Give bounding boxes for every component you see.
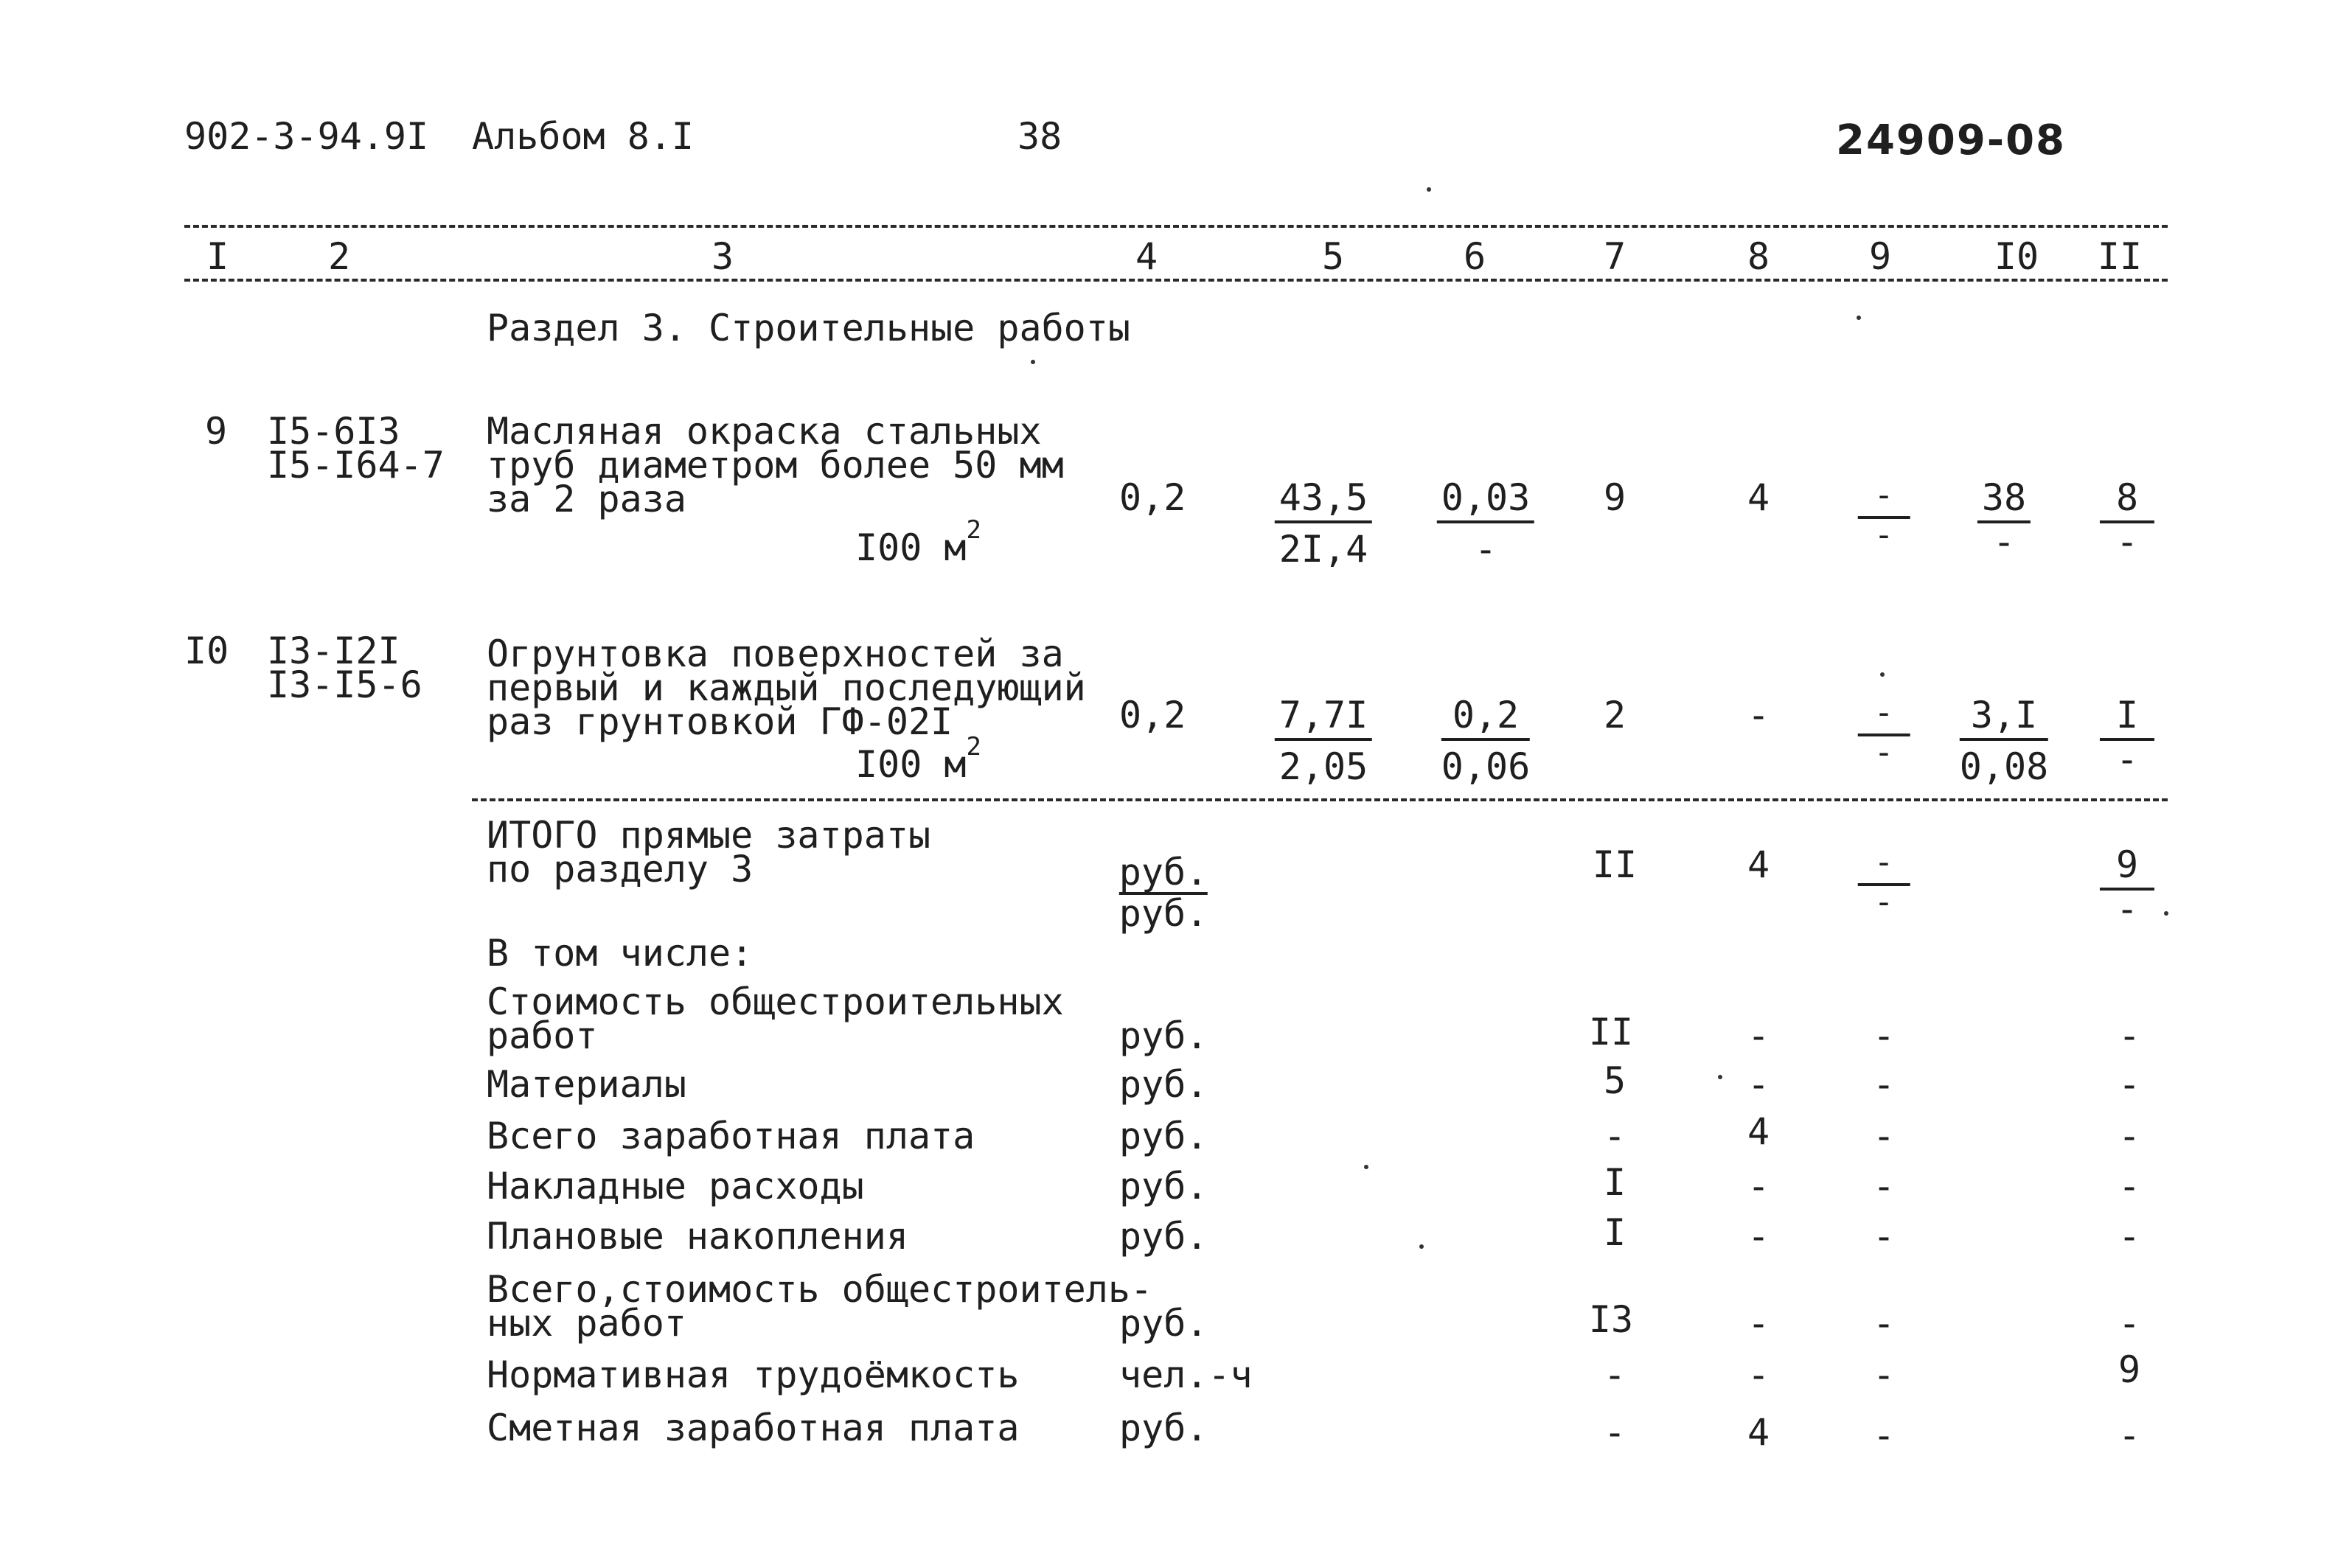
row-col8: - (1747, 694, 1770, 736)
breakdown-label: Сметная заработная плата (487, 1407, 1020, 1449)
breakdown-col8: - (1747, 1302, 1770, 1345)
breakdown-col7: - (1603, 1411, 1626, 1454)
breakdown-col8: - (1747, 1014, 1770, 1057)
row-col6-fraction: 0,03 - (1437, 479, 1534, 568)
breakdown-col7: I (1603, 1161, 1626, 1204)
document-number: 24909-08 (1836, 116, 2066, 164)
breakdown-unit: руб. (1119, 1014, 1208, 1057)
breakdown-col11: - (2118, 1414, 2141, 1457)
breakdown-col7: 5 (1603, 1059, 1626, 1102)
row-description: труб диаметром более 50 мм (487, 444, 1064, 487)
total-col9-fraction: - - (1858, 846, 1910, 919)
row-col9-fraction: - - (1858, 479, 1910, 551)
document-code: 902-3-94.9I (184, 115, 429, 158)
breakdown-label: Нормативная трудоёмкость (487, 1353, 1020, 1396)
breakdown-col9: - (1872, 1215, 1896, 1258)
breakdown-col9: - (1872, 1414, 1896, 1457)
row-description: Масляная окраска стальных (487, 410, 1042, 453)
col-header-6: 6 (1463, 235, 1486, 278)
col-header-8: 8 (1747, 235, 1770, 278)
breakdown-col11: - (2118, 1014, 2141, 1057)
row-col7: 9 (1603, 476, 1626, 519)
scan-speck (1419, 1244, 1424, 1249)
row-col11-fraction: 8 - (2100, 479, 2154, 560)
breakdown-col11: - (2118, 1165, 2141, 1208)
breakdown-label: Накладные расходы (487, 1165, 864, 1208)
breakdown-col8: - (1747, 1353, 1770, 1396)
scan-speck (1427, 187, 1431, 192)
total-col11-fraction: 9 - (2100, 846, 2154, 927)
breakdown-unit: руб. (1119, 1165, 1208, 1208)
breakdown-label: работ (487, 1014, 598, 1057)
header-bottom-rule (184, 279, 2168, 282)
breakdown-col7: I3 (1588, 1298, 1634, 1341)
row-number: I0 (184, 630, 229, 672)
col-header-11: II (2097, 235, 2143, 278)
breakdown-col8: 4 (1747, 1110, 1770, 1153)
total-col8: 4 (1747, 843, 1770, 886)
total-label: по разделу 3 (487, 848, 754, 891)
row-description: Огрунтовка поверхностей за (487, 633, 1064, 675)
breakdown-col7: - (1603, 1353, 1626, 1396)
breakdown-col9: - (1872, 1115, 1896, 1157)
row-col6-fraction: $\frac{0,2}{0,06}$ (1441, 694, 1531, 788)
col-header-4: 4 (1135, 235, 1158, 278)
including-label: В том числе: (487, 932, 754, 975)
breakdown-col8: - (1747, 1215, 1770, 1258)
breakdown-col7: II (1588, 1011, 1634, 1053)
breakdown-col7: - (1603, 1115, 1626, 1157)
row-unit: I00 $м^2$ (855, 732, 981, 786)
row-col10-fraction: 38 - (1977, 479, 2031, 560)
row-code: I3-I5-6 (267, 663, 422, 706)
row-unit: I00 $м^2$ (855, 515, 981, 569)
col-header-2: 2 (327, 235, 351, 278)
scan-speck (1880, 672, 1885, 677)
row-quantity: 0,2 (1119, 476, 1186, 519)
row-col5-fraction: $\frac{43,5}{2I,4}$ (1275, 479, 1372, 568)
scan-speck (1857, 316, 1861, 320)
breakdown-label: Всего,стоимость общестроитель- (487, 1268, 1153, 1311)
scan-speck (1364, 1165, 1368, 1169)
row-code: I3-I2I (267, 630, 400, 672)
col-header-10: I0 (1994, 235, 2039, 278)
row-col10-fraction: $\frac{3,I}{0,08}$ (1959, 694, 2049, 788)
breakdown-unit: руб. (1119, 1063, 1208, 1106)
breakdown-col9: - (1872, 1353, 1896, 1396)
breakdown-label: Плановые накопления (487, 1215, 908, 1258)
breakdown-unit: руб. (1119, 1302, 1208, 1345)
col-header-1: I (206, 235, 229, 278)
section-title: Раздел 3. Строительные работы (487, 307, 1130, 349)
breakdown-unit: чел.-ч (1119, 1353, 1253, 1396)
breakdown-col8: 4 (1747, 1411, 1770, 1454)
row-description: раз грунтовкой ГФ-02I (487, 700, 953, 743)
header-top-rule (184, 225, 2168, 228)
breakdown-unit: руб. (1119, 1115, 1208, 1157)
breakdown-col9: - (1872, 1165, 1896, 1208)
breakdown-label: ных работ (487, 1302, 686, 1345)
row-col5-fraction: $\frac{7,7I}{2,05}$ (1275, 697, 1372, 785)
row-description: первый и каждый последующий (487, 666, 1086, 709)
row-quantity: 0,2 (1119, 694, 1186, 736)
total-label: ИТОГО прямые затраты (487, 814, 931, 857)
page-number: 38 (1017, 115, 1062, 158)
breakdown-unit: руб. (1119, 1215, 1208, 1258)
breakdown-col9: - (1872, 1302, 1896, 1345)
row-col8: 4 (1747, 476, 1770, 519)
breakdown-label: Стоимость общестроительных (487, 980, 1064, 1023)
album-label: Альбом 8.I (472, 115, 695, 158)
breakdown-col11: 9 (2118, 1348, 2141, 1391)
breakdown-col11: - (2118, 1215, 2141, 1258)
scan-speck (1031, 360, 1035, 364)
breakdown-col9: - (1872, 1063, 1896, 1106)
row-col9-fraction: - - (1858, 697, 1910, 769)
breakdown-col8: - (1747, 1063, 1770, 1106)
row-col11-fraction: I - (2100, 697, 2154, 778)
total-col7: II (1592, 843, 1638, 886)
breakdown-col11: - (2118, 1302, 2141, 1345)
col-header-7: 7 (1603, 235, 1626, 278)
breakdown-col8: - (1747, 1165, 1770, 1208)
row-col7: 2 (1603, 694, 1626, 736)
row-code: I5-I64-7 (267, 444, 445, 487)
row-number: 9 (205, 410, 228, 453)
col-header-9: 9 (1868, 235, 1892, 278)
scan-speck (2164, 911, 2168, 916)
total-unit-fraction: руб. руб. (1118, 851, 1208, 935)
row-description: за 2 раза (487, 478, 686, 520)
breakdown-col11: - (2118, 1115, 2141, 1157)
scan-speck (1718, 1075, 1722, 1079)
breakdown-label: Всего заработная плата (487, 1115, 975, 1157)
col-header-3: 3 (711, 235, 734, 278)
col-header-5: 5 (1321, 235, 1345, 278)
total-separator-rule (472, 798, 2168, 801)
breakdown-col11: - (2118, 1063, 2141, 1106)
breakdown-col7: I (1603, 1211, 1626, 1254)
breakdown-unit: руб. (1119, 1407, 1208, 1449)
row-code: I5-6I3 (267, 410, 400, 453)
breakdown-col9: - (1872, 1014, 1896, 1057)
breakdown-label: Материалы (487, 1063, 686, 1106)
